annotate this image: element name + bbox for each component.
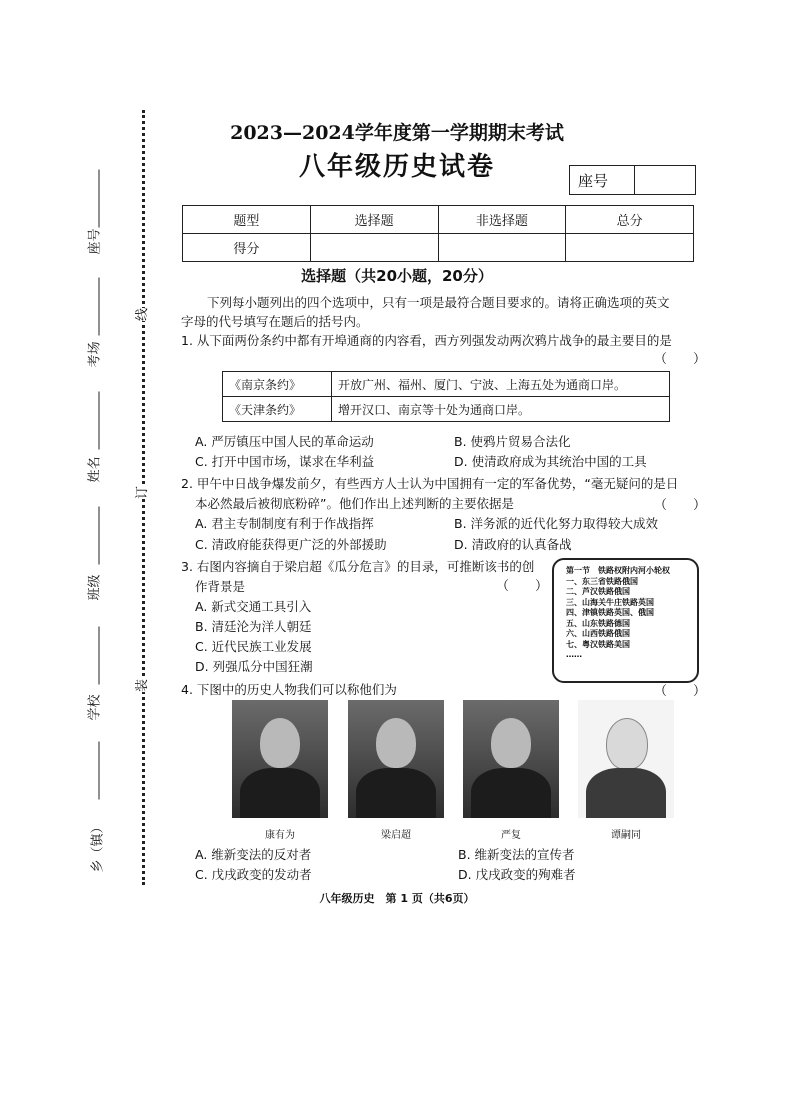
- q3-answer-paren[interactable]: （ ）: [496, 579, 549, 594]
- seal-line-char: 线: [131, 308, 150, 321]
- seat-box: [569, 165, 696, 195]
- q3-stem-line1: 3. 右图内容摘自于梁启超《瓜分危言》的目录，可推断该书的创: [181, 559, 535, 574]
- side-room-blank[interactable]: [99, 278, 100, 336]
- q3-stem-line2: 作背景是: [195, 579, 246, 594]
- q2-answer-paren[interactable]: （ ）: [654, 498, 707, 513]
- portrait-caption: 梁启超: [381, 830, 411, 841]
- section-title: 选择题（共20小题，20分）: [301, 267, 493, 285]
- exam-term: 2023—2024学年度第一学期期末考试: [230, 122, 564, 144]
- q4-option-d[interactable]: D. 戊戌政变的殉难者: [458, 867, 576, 882]
- q1-treaty-table: [222, 371, 670, 422]
- q4-answer-paren[interactable]: （ ）: [654, 684, 707, 699]
- side-name-label: 姓名: [87, 456, 103, 483]
- q1-option-b[interactable]: B. 使鸦片贸易合法化: [454, 434, 571, 449]
- score-table: [182, 205, 694, 262]
- q3-option-d[interactable]: D. 列强瓜分中国狂潮: [195, 659, 313, 674]
- q4-option-b[interactable]: B. 维新变法的宣传者: [458, 847, 575, 862]
- q3-option-a[interactable]: A. 新式交通工具引入: [195, 599, 312, 614]
- q1-option-a[interactable]: A. 严厉镇压中国人民的革命运动: [195, 434, 374, 449]
- q1-option-d[interactable]: D. 使清政府成为其统治中国的工具: [454, 454, 647, 469]
- side-class-blank[interactable]: [99, 507, 100, 565]
- book-line: 二、芦汉铁路俄国: [566, 587, 630, 596]
- q1-answer-paren[interactable]: （ ）: [654, 352, 707, 367]
- instructions-line1: 下列每小题列出的四个选项中，只有一项是最符合题目要求的。请将正确选项的英文: [207, 295, 670, 310]
- side-room-label: 考场: [87, 341, 103, 368]
- treaty-name: 《天津条约》: [223, 397, 332, 422]
- portrait-caption: 严复: [501, 830, 521, 841]
- q2-stem-line1: 2. 甲午中日战争爆发前夕，有些西方人士认为中国拥有一定的军备优势，“毫无疑问的是日: [181, 476, 679, 491]
- side-town-label: 乡（镇）: [90, 820, 106, 873]
- portrait-liang-qichao: [348, 700, 444, 818]
- score-header-choice: 选择题: [310, 206, 438, 234]
- seal-bind-char: 订: [131, 486, 150, 499]
- book-line: 一、东三省铁路俄国: [566, 576, 638, 586]
- q2-stem-line2: 本必然最后被彻底粉碎”。他们作出上述判断的主要依据是: [195, 496, 514, 511]
- book-line: 三、山海关牛庄铁路英国: [566, 597, 654, 607]
- q1-option-c[interactable]: C. 打开中国市场，谋求在华利益: [195, 454, 375, 469]
- score-header-type: 题型: [183, 206, 311, 234]
- q2-option-c[interactable]: C. 清政府能获得更广泛的外部援助: [195, 537, 387, 552]
- treaty-name: 《南京条约》: [223, 372, 332, 397]
- q4-stem: 4. 下图中的历史人物我们可以称他们为: [181, 682, 397, 697]
- book-line: ……: [566, 650, 582, 659]
- score-total-cell[interactable]: [566, 234, 694, 262]
- side-school-label: 学校: [87, 694, 103, 721]
- side-town-blank[interactable]: [99, 742, 100, 800]
- score-header-total: 总分: [566, 206, 694, 234]
- book-line: 七、粤汉铁路美国: [566, 639, 630, 649]
- side-class-label: 班级: [87, 574, 103, 601]
- book-line: 四、津镇铁路英国、俄国: [566, 608, 654, 617]
- instructions-line2: 字母的代号填写在题后的括号内。: [181, 314, 369, 329]
- portrait-caption: 谭嗣同: [611, 830, 641, 841]
- seat-label: 座号: [570, 166, 635, 195]
- q2-option-a[interactable]: A. 君主专制制度有利于作战指挥: [195, 516, 374, 531]
- q2-option-b[interactable]: B. 洋务派的近代化努力取得较大成效: [454, 516, 659, 531]
- portrait-tan-sitong: [578, 700, 674, 818]
- book-line: 六、山西铁路俄国: [566, 629, 630, 638]
- side-school-blank[interactable]: [99, 627, 100, 685]
- side-seat-label: 座号: [87, 228, 103, 255]
- q4-option-c[interactable]: C. 戊戌政变的发动者: [195, 867, 312, 882]
- score-nonchoice-cell[interactable]: [438, 234, 566, 262]
- score-row-label: 得分: [183, 234, 311, 262]
- q3-option-c[interactable]: C. 近代民族工业发展: [195, 639, 312, 654]
- treaty-content: 开放广州、福州、厦门、宁波、上海五处为通商口岸。: [332, 372, 670, 397]
- portrait-kang-youwei: [232, 700, 328, 818]
- book-line: 第一节 铁路权附内河小轮权: [566, 566, 670, 575]
- seat-value[interactable]: [635, 166, 696, 195]
- q3-option-b[interactable]: B. 清廷沦为洋人朝廷: [195, 619, 312, 634]
- exam-title: 八年级历史试卷: [298, 152, 495, 182]
- book-line: 五、山东铁路德国: [566, 618, 630, 628]
- q4-option-a[interactable]: A. 维新变法的反对者: [195, 847, 312, 862]
- q1-stem: 1. 从下面两份条约中都有开埠通商的内容看，西方列强发动两次鸦片战争的最主要目的是: [181, 333, 672, 348]
- treaty-content: 增开汉口、南京等十处为通商口岸。: [332, 397, 670, 422]
- q3-book-contents-box: [552, 558, 699, 683]
- score-header-nonchoice: 非选择题: [438, 206, 566, 234]
- q2-option-d[interactable]: D. 清政府的认真备战: [454, 537, 572, 552]
- portrait-yan-fu: [463, 700, 559, 818]
- score-choice-cell[interactable]: [310, 234, 438, 262]
- seal-mount-char: 装: [131, 679, 150, 692]
- side-name-blank[interactable]: [99, 392, 100, 450]
- page-footer: 八年级历史 第 1 页（共6页）: [319, 892, 475, 905]
- portrait-caption: 康有为: [265, 830, 295, 841]
